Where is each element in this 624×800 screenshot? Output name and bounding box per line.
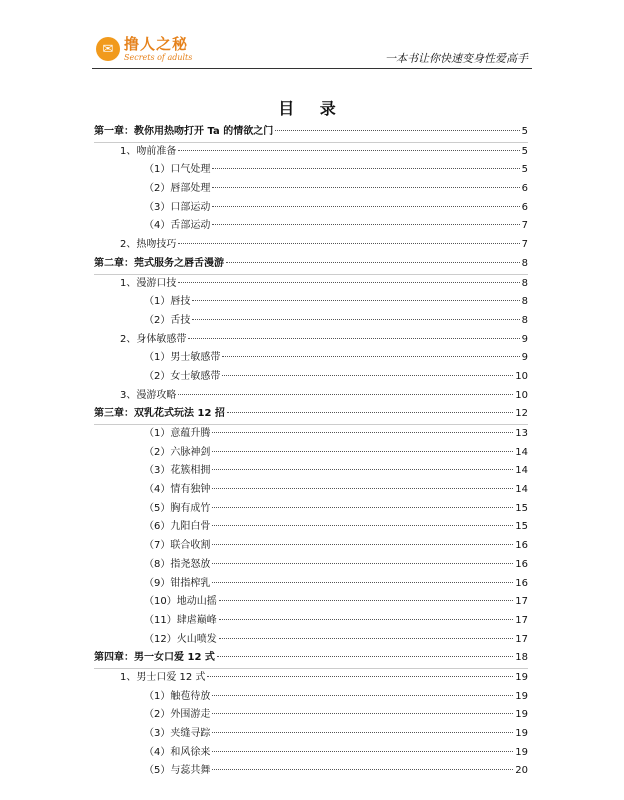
dot-leader <box>212 187 519 188</box>
toc-entry-label: 第四章：男一女口爱 12 式 <box>94 652 215 664</box>
toc-entry[interactable] <box>94 368 528 387</box>
toc-entry[interactable] <box>94 425 528 444</box>
toc-page-number: 9 <box>521 333 528 345</box>
toc-page-number: 7 <box>521 220 528 232</box>
toc-page-number: 8 <box>521 314 528 326</box>
toc-entry-label: （1）男士敏感带 <box>144 352 221 364</box>
toc-entry-label: （3）口部运动 <box>144 201 211 213</box>
toc-chapter-entry[interactable] <box>94 649 528 669</box>
toc-entry-label: （8）指尧怒放 <box>144 558 211 570</box>
toc-entry-label: （7）联合收割 <box>144 540 211 552</box>
toc-page-number: 16 <box>515 558 528 570</box>
toc-entry[interactable] <box>94 688 528 707</box>
dot-leader <box>212 469 513 470</box>
toc-entry-label: （2）六脉神剑 <box>144 446 211 458</box>
toc-entry[interactable] <box>94 199 528 218</box>
dot-leader <box>222 375 513 376</box>
toc-entry[interactable] <box>94 669 528 688</box>
toc-entry[interactable] <box>94 143 528 162</box>
toc-entry[interactable] <box>94 725 528 744</box>
toc-page-number: 8 <box>521 277 528 289</box>
dot-leader <box>212 751 513 752</box>
toc-page-number: 5 <box>521 164 528 176</box>
toc-entry-label: （10）地动山摇 <box>144 596 217 608</box>
toc-entry-label: （1）触苞待放 <box>144 690 211 702</box>
toc-entry-label: （5）胸有成竹 <box>144 502 211 514</box>
toc-page-number: 19 <box>515 690 528 702</box>
dot-leader <box>212 713 513 714</box>
toc-entry-label: （4）情有独钟 <box>144 484 211 496</box>
toc-page-number: 15 <box>515 502 528 514</box>
dot-leader <box>212 695 513 696</box>
dot-leader <box>217 656 513 657</box>
toc-entry[interactable] <box>94 575 528 594</box>
toc-page-number: 6 <box>521 183 528 195</box>
dot-leader <box>192 319 519 320</box>
toc-chapter-entry[interactable] <box>94 405 528 425</box>
toc-page-number: 5 <box>521 126 528 137</box>
dot-leader <box>212 206 519 207</box>
dot-leader <box>222 356 519 357</box>
toc-page-number: 12 <box>515 408 528 420</box>
toc-entry-label: （3）夹缝寻踪 <box>144 728 211 739</box>
toc-entry-label: （1）唇技 <box>144 296 191 308</box>
table-of-contents <box>94 123 528 781</box>
toc-page-number: 10 <box>515 389 528 401</box>
toc-entry-label: 第一章：教你用热吻打开 Ta 的情欲之门 <box>94 126 274 137</box>
toc-page-number: 14 <box>515 465 528 477</box>
dot-leader <box>219 619 514 620</box>
header-divider <box>92 68 532 69</box>
toc-page-number: 17 <box>515 633 528 645</box>
dot-leader <box>227 412 513 413</box>
toc-entry[interactable] <box>94 518 528 537</box>
toc-page-number: 19 <box>515 746 528 758</box>
toc-entry-label: （12）火山喷发 <box>144 633 217 645</box>
dot-leader <box>212 732 513 733</box>
toc-page-number: 19 <box>515 671 528 683</box>
toc-entry[interactable] <box>94 537 528 556</box>
dot-leader <box>212 488 513 489</box>
dot-leader <box>212 582 513 583</box>
toc-page-number: 18 <box>515 652 528 664</box>
dot-leader <box>212 451 513 452</box>
toc-entry[interactable] <box>94 481 528 500</box>
toc-page-number: 13 <box>515 428 528 439</box>
toc-entry-label: 1、吻前准备 <box>120 145 177 157</box>
toc-page-number: 16 <box>515 577 528 589</box>
toc-entry[interactable] <box>94 500 528 519</box>
toc-entry[interactable] <box>94 349 528 368</box>
toc-entry[interactable] <box>94 612 528 631</box>
toc-chapter-entry[interactable] <box>94 123 528 143</box>
dot-leader <box>275 130 519 131</box>
toc-page-number: 20 <box>515 765 528 777</box>
toc-entry-label: （1）口气处理 <box>144 164 211 176</box>
logo-english-text: Secrets of adults <box>124 52 193 62</box>
dot-leader <box>192 300 519 301</box>
toc-page-number: 17 <box>515 596 528 608</box>
toc-entry-label: 第三章：双乳花式玩法 12 招 <box>94 408 225 420</box>
dot-leader <box>178 282 519 283</box>
toc-page-number: 7 <box>521 239 528 251</box>
toc-page-number: 19 <box>515 709 528 721</box>
toc-entry-label: （6）九阳白骨 <box>144 521 211 533</box>
toc-entry-label: 第二章：莞式服务之唇舌漫游 <box>94 257 224 269</box>
toc-entry[interactable] <box>94 217 528 236</box>
envelope-icon: ✉ <box>96 37 120 61</box>
toc-entry[interactable] <box>94 444 528 463</box>
dot-leader <box>212 507 513 508</box>
dot-leader <box>178 243 519 244</box>
toc-entry[interactable] <box>94 312 528 331</box>
toc-entry-label: （2）舌技 <box>144 314 191 326</box>
toc-page-number: 8 <box>521 296 528 308</box>
toc-title: 目 录 <box>278 99 346 118</box>
toc-page-number: 15 <box>515 521 528 533</box>
toc-entry[interactable] <box>94 236 528 255</box>
toc-page-number: 6 <box>521 201 528 213</box>
toc-entry[interactable] <box>94 331 528 350</box>
dot-leader <box>178 394 513 395</box>
header-slogan: 一本书让你快速变身性爱高手 <box>385 52 528 65</box>
toc-entry-label: （2）女士敏感带 <box>144 370 221 382</box>
toc-entry[interactable] <box>94 593 528 612</box>
toc-entry-label: （11）肆虐巅峰 <box>144 614 217 626</box>
dot-leader <box>188 338 519 339</box>
toc-entry-label: 2、热吻技巧 <box>120 239 177 251</box>
dot-leader <box>219 600 514 601</box>
toc-entry[interactable] <box>94 631 528 650</box>
toc-entry[interactable] <box>94 275 528 294</box>
toc-page-number: 5 <box>521 145 528 157</box>
dot-leader <box>212 168 519 169</box>
toc-page-number: 14 <box>515 484 528 496</box>
dot-leader <box>212 432 513 433</box>
dot-leader <box>212 525 513 526</box>
dot-leader <box>219 638 514 639</box>
toc-entry[interactable] <box>94 293 528 312</box>
toc-entry[interactable] <box>94 387 528 406</box>
logo-chinese-text: 撸人之秘 <box>124 34 189 53</box>
toc-page-number: 9 <box>521 352 528 364</box>
toc-entry[interactable] <box>94 706 528 725</box>
toc-entry-label: （5）与蕊共舞 <box>144 765 211 777</box>
page-header <box>0 0 624 72</box>
toc-entry-label: 2、身体敏感带 <box>120 333 187 345</box>
toc-entry-label: （9）钳指榨乳 <box>144 577 211 589</box>
toc-chapter-entry[interactable] <box>94 255 528 275</box>
toc-page-number: 16 <box>515 540 528 552</box>
toc-entry-label: （4）舌部运动 <box>144 220 211 232</box>
toc-entry-label: （2）外围游走 <box>144 709 211 721</box>
toc-page-number: 17 <box>515 614 528 626</box>
toc-entry-label: （2）唇部处理 <box>144 183 211 195</box>
dot-leader <box>212 563 513 564</box>
dot-leader <box>212 224 519 225</box>
toc-page-number: 19 <box>515 728 528 739</box>
dot-leader <box>207 676 513 677</box>
dot-leader <box>212 544 513 545</box>
toc-entry-label: 1、漫游口技 <box>120 277 177 289</box>
toc-page-number: 14 <box>515 446 528 458</box>
toc-entry[interactable] <box>94 180 528 199</box>
toc-entry[interactable] <box>94 762 528 781</box>
toc-page-number: 8 <box>521 257 528 269</box>
toc-entry-label: 3、漫游攻略 <box>120 389 177 401</box>
toc-entry[interactable] <box>94 744 528 763</box>
toc-entry[interactable] <box>94 462 528 481</box>
toc-entry[interactable] <box>94 161 528 180</box>
toc-entry-label: 1、男士口爱 12 式 <box>120 671 206 683</box>
brand-logo <box>96 32 206 66</box>
toc-entry-label: （4）和风徐来 <box>144 746 211 758</box>
toc-entry-label: （1）意蕴升腾 <box>144 428 211 439</box>
toc-page-number: 10 <box>515 370 528 382</box>
toc-entry[interactable] <box>94 556 528 575</box>
dot-leader <box>226 262 520 263</box>
dot-leader <box>212 769 513 770</box>
dot-leader <box>178 150 519 151</box>
toc-entry-label: （3）花簇相拥 <box>144 465 211 477</box>
